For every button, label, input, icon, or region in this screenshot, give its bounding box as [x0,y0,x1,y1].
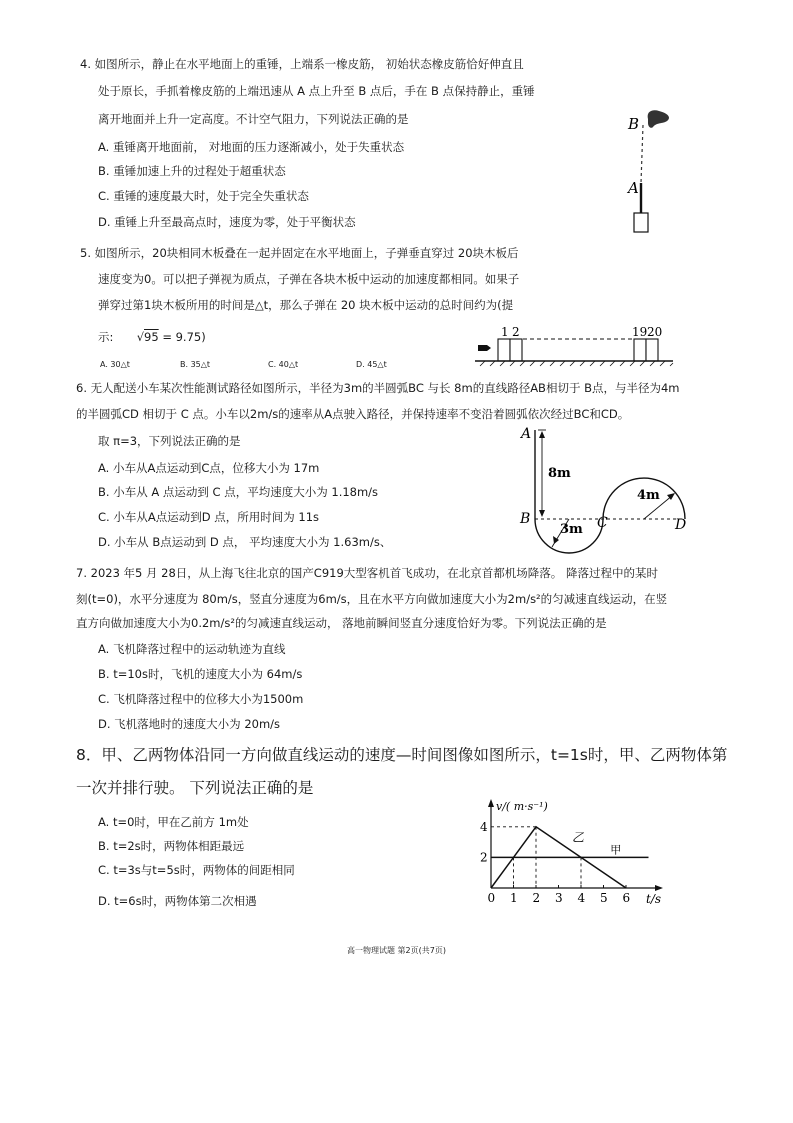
x-tick-label-2: 2 [532,891,541,905]
y-tick-label-4: 4 [480,819,488,834]
q5-option-b: B. 35△t [180,360,211,369]
q5-hint-prefix: 示: [98,330,114,344]
q6-stem-line-3: 取 π=3，下列说法正确的是 [98,434,241,448]
hand-icon [648,110,669,128]
q7-option-a: A. 飞机降落过程中的运动轨迹为直线 [98,642,286,656]
q8-stem-line-1: 8．甲、乙两物体沿同一方向做直线运动的速度—时间图像如图所示，t=1s时，甲、乙两物体第 [76,746,728,764]
q4-figure [615,105,675,235]
q7-stem-line-1: 7. 2023 年5 月 28日，从上海飞往北京的国产C919大型客机首飞成功，在北京首都机场降落。 降落过程中的某时 [76,566,658,580]
q8-option-a: A. t=0时，甲在乙前方 1m处 [98,815,249,829]
series-label-yi: 乙 [572,830,585,845]
q6-label-b: B [520,511,531,527]
q5-option-c: C. 40△t [268,360,299,369]
q5-option-d: D. 45△t [356,360,387,369]
q6-label-4m: 4m [637,488,660,503]
q6-dim-arrow-bottom [539,510,545,517]
rubber-band-dashed [641,125,643,183]
q7-option-d: D. 飞机落地时的速度大小为 20m/s [98,717,281,731]
bullet-icon [478,345,491,351]
y-tick-label-2: 2 [480,850,488,865]
q4-option-a: A. 重锤离开地面前， 对地面的压力逐渐减小，处于失重状态 [98,140,405,154]
q6-option-a: A. 小车从A点运动到C点，位移大小为 17m [98,461,320,475]
sqrt-icon: √ [136,330,145,344]
q7-option-b: B. t=10s时，飞机的速度大小为 64m/s [98,667,303,681]
chart-ylabel: v/( m·s⁻¹) [496,800,548,813]
q6-option-d: D. 小车从 B点运动到 D 点， 平均速度大小为 1.63m/s、 [98,535,392,549]
q6-option-c: C. 小车从A点运动到D 点，所用时间为 11s [98,510,319,524]
q8-stem-line-2: 一次并排行驶。 下列说法正确的是 [76,779,314,797]
x-tick-label-6: 6 [622,891,631,905]
q6-dim-arrow-top [539,431,545,438]
x-tick-label-4: 4 [577,891,586,905]
q6-label-c: C [597,515,608,531]
q8-option-c: C. t=3s与t=5s时，两物体的间距相同 [98,863,295,877]
q5-stem-line-1: 5. 如图所示，20块相同木板叠在一起并固定在水平地面上，子弹垂直穿过 20块木板后 [80,246,519,260]
x-tick-label-0: 0 [487,891,496,905]
q4-label-b: B [628,115,640,133]
q4-option-c: C. 重锤的速度最大时，处于完全失重状态 [98,189,309,203]
q6-option-b: B. 小车从 A 点运动到 C 点，平均速度大小为 1.18m/s [98,485,379,499]
q6-stem-line-1: 6. 无人配送小车某次性能测试路径如图所示，半径为3m的半圆弧BC 与长 8m的直线路径AB相切于 B点，与半径为4m [76,381,680,395]
chart-xlabel: t/s [646,892,662,906]
q5-hint-radicand: 95 [144,330,159,344]
q6-stem-line-2: 的半圆弧CD 相切于 C 点。小车以2m/s的速率从A点驶入路径，并保持速率不变沿着圆弧依次经过BC和CD。 [76,407,630,421]
q5-stem-line-3: 弹穿过第1块木板所用的时间是△t，那么子弹在 20 块木板中运动的总时间约为(提 [98,298,514,312]
q6-label-3m: 3m [560,522,583,537]
q7-stem-line-2: 刻(t=0)，水平分速度为 80m/s，竖直分速度为6m/s，且在水平方向做加速度大小为2m/s²的匀减速直线运动，在竖 [76,592,668,606]
board-1 [498,339,510,361]
q8-option-b: B. t=2s时，两物体相距最远 [98,839,245,853]
q4-stem-line-1: 4. 如图所示，静止在水平地面上的重锤，上端系一橡皮筋， 初始状态橡皮筋恰好伸直且 [80,57,524,71]
q6-figure [510,423,695,548]
q8-option-d: D. t=6s时，两物体第二次相遇 [98,894,257,908]
x-axis-arrow-icon [655,885,663,891]
x-tick-label-1: 1 [510,891,518,905]
board-2 [510,339,522,361]
x-tick-label-5: 5 [600,891,608,905]
q5-figure [475,322,675,372]
q5-label-20: 20 [647,325,663,339]
q4-stem-line-3: 离开地面并上升一定高度。不计空气阻力，下列说法正确的是 [98,112,409,126]
q4-option-d: D. 重锤上升至最高点时，速度为零，处于平衡状态 [98,215,356,229]
q4-option-b: B. 重锤加速上升的过程处于超重状态 [98,164,286,178]
q5-label-2: 2 [512,325,520,339]
q6-label-a: A [521,426,532,442]
q4-stem-line-2: 处于原长，手抓着橡皮筋的上端迅速从 A 点上升至 B 点后，手在 B 点保持静止，重锤 [98,84,535,98]
q6-label-8m: 8m [548,466,571,481]
q5-hint [98,330,206,344]
series-label-jia: 甲 [610,843,622,857]
hammer-weight [634,213,648,232]
q7-option-c: C. 飞机降落过程中的位移大小为1500m [98,692,304,706]
q5-label-19: 19 [632,325,648,339]
q6-label-d: D [675,517,687,533]
y-axis-arrow-icon [488,799,494,807]
board-20 [646,339,658,361]
page-footer: 高一物理试题 第2页(共7页) [347,946,446,955]
q5-stem-line-2: 速度变为0。可以把子弹视为质点，子弹在各块木板中运动的加速度都相同。如果子 [98,272,520,286]
q8-vt-chart [470,796,670,914]
q5-label-1: 1 [501,325,509,339]
q5-hint-value: = 9.75) [162,330,206,344]
board-19 [634,339,646,361]
x-tick-label-3: 3 [555,891,563,905]
q5-option-a: A. 30△t [100,360,130,369]
q7-stem-line-3: 直方向做加速度大小为0.2m/s²的匀减速直线运动， 落地前瞬间竖直分速度恰好为零。下列说法正确的是 [76,616,607,630]
q4-label-a: A [628,179,639,197]
